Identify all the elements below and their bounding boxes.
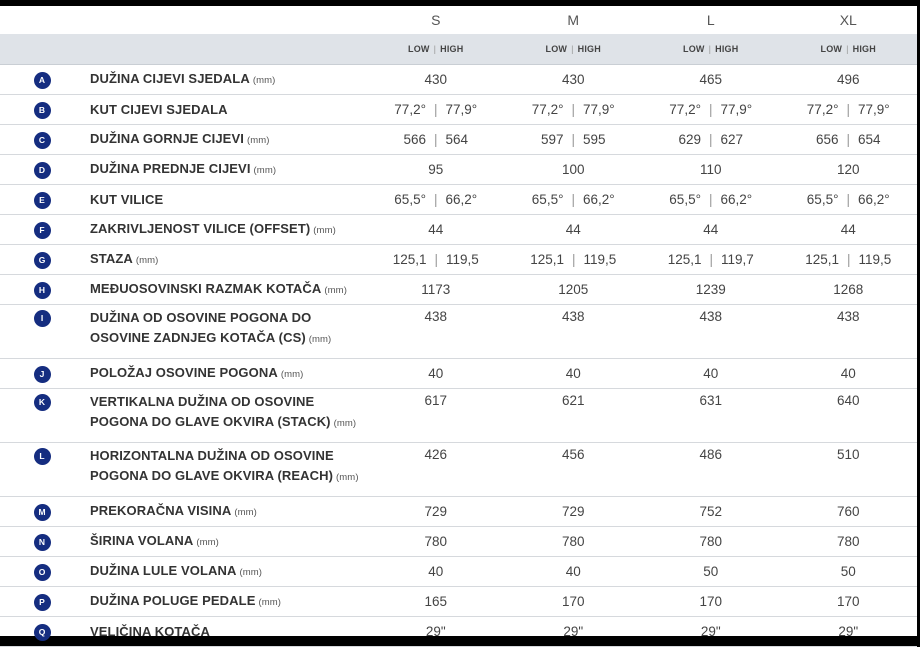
row-unit: (mm) — [333, 418, 357, 429]
separator: | — [433, 191, 438, 207]
row-label-text: VELIČINA KOTAČA — [90, 623, 210, 639]
row-value-m — [505, 125, 643, 155]
value-high: 77,9° — [583, 101, 615, 117]
row-value-xl — [780, 527, 918, 557]
row-value-l — [642, 617, 780, 647]
value-low: 77,2° — [806, 101, 839, 117]
row-value-s — [367, 65, 505, 95]
row-label — [84, 185, 367, 215]
row-value-xl — [780, 617, 918, 647]
row-label-line: POGONA DO GLAVE OKVIRA (STACK) — [90, 414, 331, 429]
value-low: 40 — [565, 365, 581, 381]
row-label — [84, 305, 367, 359]
row-letter-badge: K — [34, 394, 51, 411]
value-low: 629 — [678, 131, 701, 147]
value-low: 631 — [699, 393, 723, 408]
row-badge-cell — [0, 527, 84, 557]
row-value-m — [505, 275, 643, 305]
value-low: 44 — [703, 221, 719, 237]
row-value-m — [505, 443, 643, 497]
table-row — [0, 359, 917, 389]
row-value-xl — [780, 587, 918, 617]
row-value-l — [642, 305, 780, 359]
row-value-xl — [780, 95, 918, 125]
row-value-s — [367, 389, 505, 443]
value-low: 50 — [703, 563, 719, 579]
row-value-l — [642, 125, 780, 155]
value-low: 165 — [424, 593, 448, 609]
table-row — [0, 497, 917, 527]
value-low: 44 — [840, 221, 856, 237]
row-value-s — [367, 527, 505, 557]
table-row — [0, 443, 917, 497]
value-low: 760 — [836, 503, 860, 519]
row-value-xl — [780, 215, 918, 245]
row-label — [84, 557, 367, 587]
low-high-header-row — [0, 34, 917, 65]
value-high: 119,7 — [721, 251, 754, 267]
row-unit: (mm) — [313, 224, 336, 236]
separator: | — [708, 101, 713, 117]
row-value-s — [367, 215, 505, 245]
row-value-l — [642, 155, 780, 185]
value-high: 77,9° — [720, 101, 753, 117]
row-value-l — [642, 359, 780, 389]
row-label-text: KUT CIJEVI SJEDALA — [90, 101, 228, 117]
value-high: 564 — [445, 131, 469, 147]
value-low: 621 — [561, 393, 585, 408]
value-low: 29" — [425, 623, 446, 639]
value-low: 510 — [836, 447, 860, 462]
row-value-m — [505, 95, 643, 125]
row-label-line: HORIZONTALNA DUŽINA OD OSOVINE — [90, 448, 334, 463]
row-value-m — [505, 215, 643, 245]
row-badge-cell — [0, 359, 84, 389]
value-high: 66,2° — [858, 191, 890, 207]
value-low: 100 — [561, 161, 585, 177]
value-high: 66,2° — [720, 191, 753, 207]
row-label-text: PREKORAČNA VISINA — [90, 502, 232, 518]
row-label-text: DUŽINA PREDNJE CIJEVI — [90, 160, 251, 176]
row-letter-badge: D — [34, 162, 51, 179]
row-value-l — [642, 443, 780, 497]
separator: | — [433, 44, 437, 54]
value-high: 77,9° — [445, 101, 478, 117]
row-value-s — [367, 125, 505, 155]
low-high-header — [780, 34, 918, 65]
value-high: 654 — [858, 131, 881, 147]
row-label — [84, 125, 367, 155]
value-low: 780 — [836, 533, 860, 549]
value-low: 438 — [836, 309, 860, 324]
separator: | — [571, 101, 575, 117]
high-label: HIGH — [577, 44, 601, 54]
value-low: 40 — [840, 365, 856, 381]
row-badge-cell — [0, 557, 84, 587]
value-low: 729 — [561, 503, 585, 519]
separator: | — [571, 131, 575, 147]
row-label-text: DUŽINA POLUGE PEDALE — [90, 592, 256, 608]
value-low: 44 — [428, 221, 444, 237]
row-label-line: POGONA DO GLAVE OKVIRA (REACH) — [90, 468, 334, 483]
row-value-xl — [780, 245, 918, 275]
row-value-xl — [780, 65, 918, 95]
row-value-s — [367, 155, 505, 185]
row-value-xl — [780, 557, 918, 587]
value-low: 465 — [699, 71, 723, 87]
separator: | — [846, 44, 849, 54]
size-header-l: L — [642, 6, 780, 34]
row-unit: (mm) — [252, 74, 276, 86]
row-value-xl — [780, 443, 918, 497]
row-value-m — [505, 617, 643, 647]
row-label-text: ŠIRINA VOLANA — [90, 532, 194, 548]
row-value-l — [642, 587, 780, 617]
low-high-header — [642, 34, 780, 65]
value-high: 119,5 — [446, 251, 479, 267]
row-value-m — [505, 359, 643, 389]
value-high: 627 — [720, 131, 744, 147]
row-value-m — [505, 65, 643, 95]
table-row — [0, 215, 917, 245]
value-low: 617 — [424, 393, 448, 408]
row-letter-badge: B — [34, 102, 51, 119]
row-letter-badge: F — [34, 222, 51, 239]
row-value-s — [367, 245, 505, 275]
value-low: 44 — [565, 221, 581, 237]
value-low: 438 — [561, 309, 585, 324]
separator: | — [434, 251, 439, 267]
value-low: 125,1 — [667, 251, 702, 267]
row-badge-cell — [0, 65, 84, 95]
separator: | — [847, 251, 851, 267]
value-low: 1205 — [558, 281, 589, 297]
low-label: LOW — [408, 44, 430, 54]
row-value-s — [367, 587, 505, 617]
table-row — [0, 527, 917, 557]
high-label: HIGH — [852, 44, 876, 54]
row-value-m — [505, 245, 643, 275]
row-letter-badge: I — [34, 310, 51, 327]
value-low: 95 — [428, 161, 444, 177]
value-low: 170 — [561, 593, 585, 609]
row-letter-badge: E — [34, 192, 51, 209]
value-low: 486 — [699, 447, 723, 462]
row-label — [84, 275, 367, 305]
header-empty-badge — [0, 6, 84, 34]
row-badge-cell — [0, 215, 84, 245]
row-label — [84, 65, 367, 95]
row-value-l — [642, 95, 780, 125]
row-value-l — [642, 527, 780, 557]
row-value-m — [505, 305, 643, 359]
row-label-text: KUT VILICE — [90, 191, 164, 207]
value-high: 77,9° — [858, 101, 890, 117]
value-low: 566 — [403, 131, 426, 147]
row-value-m — [505, 587, 643, 617]
value-low: 65,5° — [669, 191, 701, 207]
value-low: 597 — [540, 131, 564, 147]
separator: | — [433, 131, 438, 147]
value-low: 438 — [699, 309, 723, 324]
row-unit: (mm) — [253, 164, 277, 176]
row-label-text: DUŽINA LULE VOLANA — [90, 562, 237, 578]
value-low: 640 — [836, 393, 860, 408]
row-letter-badge: P — [34, 594, 51, 611]
value-low: 456 — [561, 447, 585, 462]
row-label-text: POLOŽAJ OSOVINE POGONA — [90, 364, 278, 380]
separator: | — [571, 44, 574, 54]
row-label-text: DUŽINA GORNJE CIJEVI — [90, 130, 244, 146]
value-low: 426 — [424, 447, 448, 462]
row-value-xl — [780, 275, 918, 305]
row-value-m — [505, 155, 643, 185]
value-low: 40 — [703, 365, 719, 381]
value-high: 66,2° — [583, 191, 615, 207]
row-value-s — [367, 497, 505, 527]
value-low: 496 — [836, 71, 860, 87]
row-label — [84, 95, 367, 125]
row-badge-cell — [0, 389, 84, 443]
row-value-xl — [780, 389, 918, 443]
value-low: 29" — [563, 623, 584, 639]
row-label-text: MEĐUOSOVINSKI RAZMAK KOTAČA — [90, 280, 322, 296]
value-low: 780 — [699, 533, 723, 549]
separator: | — [846, 131, 850, 147]
row-value-s — [367, 185, 505, 215]
separator: | — [708, 44, 712, 54]
size-header-s: S — [367, 6, 505, 34]
table-row — [0, 65, 917, 95]
row-badge-cell — [0, 587, 84, 617]
row-badge-cell — [0, 497, 84, 527]
value-low: 29" — [700, 623, 721, 639]
row-badge-cell — [0, 185, 84, 215]
row-unit: (mm) — [258, 596, 282, 608]
value-low: 125,1 — [530, 251, 564, 267]
high-label: HIGH — [715, 44, 739, 54]
row-unit: (mm) — [246, 134, 270, 146]
row-badge-cell — [0, 305, 84, 359]
table-row — [0, 275, 917, 305]
row-label — [84, 527, 367, 557]
row-unit: (mm) — [135, 254, 159, 266]
row-value-s — [367, 557, 505, 587]
header-empty-label — [84, 6, 367, 34]
value-low: 77,2° — [394, 101, 426, 117]
low-label: LOW — [820, 44, 843, 54]
row-value-xl — [780, 125, 918, 155]
value-low: 125,1 — [392, 251, 427, 267]
table-row — [0, 185, 917, 215]
row-letter-badge: A — [34, 72, 51, 89]
row-value-l — [642, 65, 780, 95]
row-value-xl — [780, 185, 918, 215]
table-row — [0, 155, 917, 185]
row-label — [84, 359, 367, 389]
row-badge-cell — [0, 125, 84, 155]
separator: | — [709, 251, 714, 267]
value-low: 430 — [561, 71, 585, 87]
table-row — [0, 389, 917, 443]
value-high: 595 — [583, 131, 606, 147]
value-low: 29" — [838, 623, 859, 639]
row-value-l — [642, 557, 780, 587]
row-value-m — [505, 557, 643, 587]
table-row — [0, 95, 917, 125]
row-label — [84, 389, 367, 443]
row-label-text: ZAKRIVLJENOST VILICE (OFFSET) — [90, 220, 311, 236]
row-letter-badge: N — [34, 534, 51, 551]
table-row — [0, 305, 917, 359]
row-letter-badge: H — [34, 282, 51, 299]
table-row — [0, 245, 917, 275]
table-row — [0, 557, 917, 587]
separator: | — [708, 191, 713, 207]
row-label-text: DUŽINA CIJEVI SJEDALA — [90, 70, 250, 86]
value-low: 430 — [424, 71, 448, 87]
value-low: 40 — [428, 365, 444, 381]
header-band-empty-label — [84, 34, 367, 65]
row-label-line: OSOVINE ZADNJEG KOTAČA (CS) — [90, 330, 306, 345]
low-label: LOW — [545, 44, 568, 54]
value-low: 170 — [699, 593, 723, 609]
value-low: 77,2° — [669, 101, 701, 117]
row-badge-cell — [0, 155, 84, 185]
row-value-l — [642, 389, 780, 443]
row-letter-badge: Q — [34, 624, 51, 641]
value-low: 1239 — [695, 281, 726, 297]
row-value-l — [642, 245, 780, 275]
row-value-s — [367, 359, 505, 389]
row-letter-badge: C — [34, 132, 51, 149]
value-low: 65,5° — [806, 191, 839, 207]
row-value-l — [642, 185, 780, 215]
row-unit: (mm) — [336, 472, 359, 483]
value-low: 752 — [699, 503, 723, 519]
value-low: 120 — [836, 161, 860, 177]
row-value-m — [505, 389, 643, 443]
row-unit: (mm) — [196, 536, 219, 548]
row-value-xl — [780, 359, 918, 389]
row-value-s — [367, 95, 505, 125]
geometry-rows — [0, 65, 917, 647]
value-high: 119,5 — [858, 251, 892, 267]
row-badge-cell — [0, 275, 84, 305]
separator: | — [433, 101, 438, 117]
row-label — [84, 497, 367, 527]
row-unit: (mm) — [280, 368, 304, 380]
value-low: 50 — [840, 563, 856, 579]
geometry-table-panel — [0, 6, 917, 639]
row-unit: (mm) — [239, 566, 263, 578]
row-badge-cell — [0, 95, 84, 125]
value-low: 780 — [424, 533, 448, 549]
row-label-line: VERTIKALNA DUŽINA OD OSOVINE — [90, 394, 315, 409]
high-label: HIGH — [440, 44, 464, 54]
separator: | — [571, 191, 575, 207]
row-letter-badge: J — [34, 366, 51, 383]
row-value-xl — [780, 497, 918, 527]
row-letter-badge: O — [34, 564, 51, 581]
row-value-l — [642, 215, 780, 245]
value-low: 125,1 — [805, 251, 839, 267]
geometry-table — [0, 6, 917, 647]
separator: | — [708, 131, 713, 147]
row-badge-cell — [0, 617, 84, 647]
value-low: 656 — [815, 131, 839, 147]
value-low: 110 — [699, 161, 722, 177]
row-letter-badge: L — [34, 448, 51, 465]
low-label: LOW — [683, 44, 705, 54]
value-low: 1173 — [421, 281, 451, 297]
row-label — [84, 155, 367, 185]
size-header-row — [0, 6, 917, 34]
row-label — [84, 587, 367, 617]
low-high-header — [505, 34, 643, 65]
row-unit: (mm) — [324, 284, 347, 296]
row-value-m — [505, 185, 643, 215]
table-row — [0, 125, 917, 155]
row-letter-badge: M — [34, 504, 51, 521]
row-value-l — [642, 497, 780, 527]
row-unit: (mm) — [308, 334, 332, 345]
table-row — [0, 617, 917, 647]
separator: | — [846, 101, 850, 117]
value-low: 65,5° — [394, 191, 426, 207]
row-value-m — [505, 527, 643, 557]
value-low: 77,2° — [531, 101, 564, 117]
value-low: 40 — [428, 563, 444, 579]
size-header-xl: XL — [780, 6, 918, 34]
row-value-s — [367, 617, 505, 647]
value-high: 119,5 — [583, 251, 617, 267]
row-letter-badge: G — [34, 252, 51, 269]
value-low: 729 — [424, 503, 448, 519]
separator: | — [846, 191, 850, 207]
value-low: 170 — [836, 593, 860, 609]
row-label-text: STAZA — [90, 250, 133, 266]
row-label — [84, 617, 367, 647]
row-label-line: DUŽINA OD OSOVINE POGONA DO — [90, 310, 312, 325]
low-high-header — [367, 34, 505, 65]
row-label — [84, 443, 367, 497]
row-badge-cell — [0, 245, 84, 275]
value-low: 780 — [561, 533, 585, 549]
value-low: 1268 — [833, 281, 864, 297]
row-unit: (mm) — [234, 506, 257, 518]
row-label — [84, 215, 367, 245]
row-value-s — [367, 305, 505, 359]
row-label — [84, 245, 367, 275]
value-low: 438 — [424, 309, 448, 324]
row-value-s — [367, 275, 505, 305]
row-value-s — [367, 443, 505, 497]
value-low: 40 — [565, 563, 581, 579]
header-band-empty-badge — [0, 34, 84, 65]
separator: | — [572, 251, 576, 267]
value-high: 66,2° — [445, 191, 478, 207]
row-badge-cell — [0, 443, 84, 497]
table-row — [0, 587, 917, 617]
row-value-l — [642, 275, 780, 305]
value-low: 65,5° — [531, 191, 564, 207]
row-value-xl — [780, 155, 918, 185]
row-value-m — [505, 497, 643, 527]
row-value-xl — [780, 305, 918, 359]
size-header-m: M — [505, 6, 643, 34]
